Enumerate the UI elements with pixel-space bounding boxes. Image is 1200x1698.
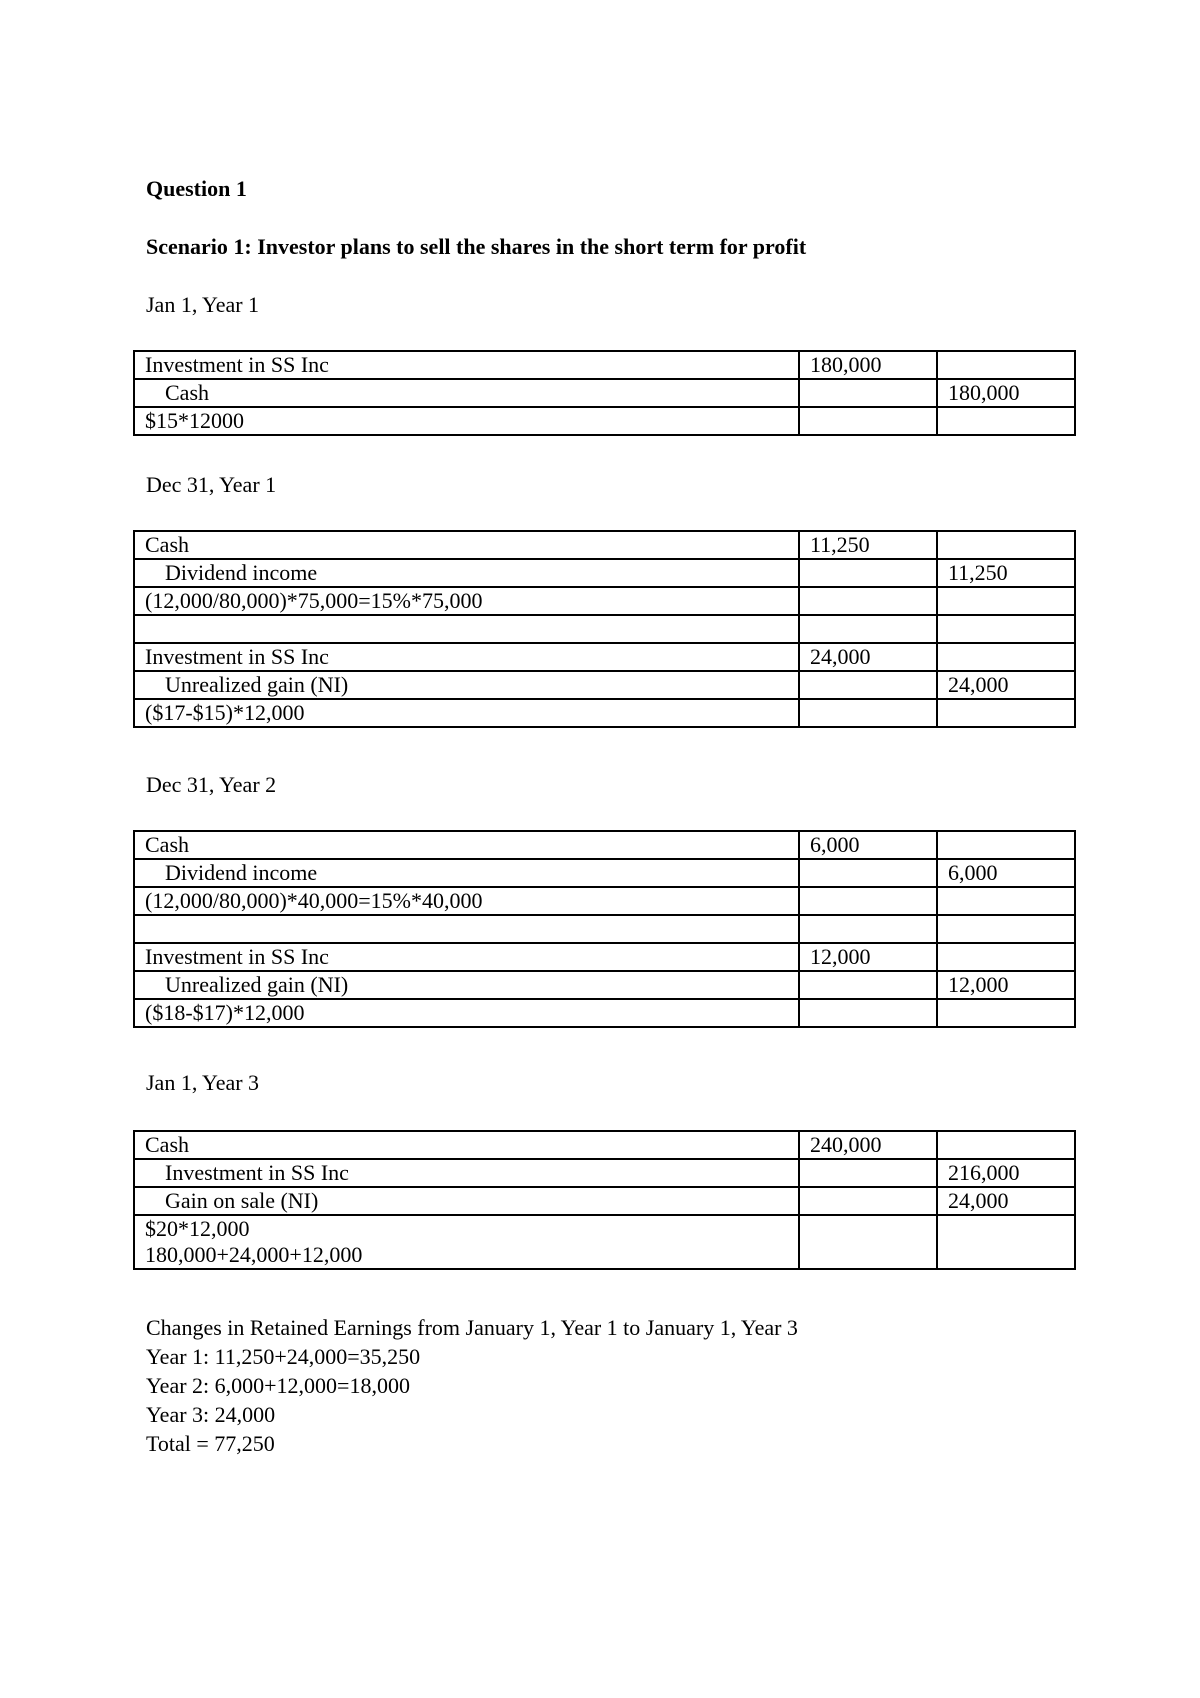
account-cell <box>134 615 799 643</box>
account-cell: Investment in SS Inc <box>134 643 799 671</box>
credit-cell <box>937 915 1075 943</box>
table-row <box>134 699 1075 727</box>
credit-cell <box>937 615 1075 643</box>
credit-cell <box>937 999 1075 1027</box>
summary-line: Year 2: 6,000+12,000=18,000 <box>146 1373 410 1398</box>
credit-cell <box>937 643 1075 671</box>
note-cell: ($18-$17)*12,000 <box>134 999 799 1027</box>
account-cell: Unrealized gain (NI) <box>134 671 799 699</box>
journal-entry-table <box>133 830 1076 1028</box>
entry-date: Dec 31, Year 1 <box>146 472 277 497</box>
debit-cell <box>799 999 937 1027</box>
entry-date: Dec 31, Year 2 <box>146 772 277 797</box>
account-cell: Unrealized gain (NI) <box>134 971 799 999</box>
account-cell: Gain on sale (NI) <box>134 1187 799 1215</box>
summary-line: Year 3: 24,000 <box>146 1402 276 1427</box>
summary-heading: Changes in Retained Earnings from January 1, Year 1 to January 1, Year 3 <box>146 1315 798 1340</box>
table-row <box>134 615 1075 643</box>
scenario-title: Scenario 1: Investor plans to sell the shares in the short term for profit <box>146 234 807 259</box>
debit-cell <box>799 559 937 587</box>
debit-cell <box>799 587 937 615</box>
table-row <box>134 971 1075 999</box>
account-cell: Investment in SS Inc <box>134 1159 799 1187</box>
credit-cell <box>937 943 1075 971</box>
table-row <box>134 999 1075 1027</box>
debit-cell <box>799 1215 937 1269</box>
account-cell: Cash <box>134 1131 799 1159</box>
table-row <box>134 587 1075 615</box>
credit-cell <box>937 1131 1075 1159</box>
credit-cell: 12,000 <box>937 971 1075 999</box>
debit-cell <box>799 379 937 407</box>
debit-cell <box>799 407 937 435</box>
account-cell: Dividend income <box>134 559 799 587</box>
debit-cell <box>799 615 937 643</box>
table-row <box>134 1215 1075 1269</box>
debit-cell: 240,000 <box>799 1131 937 1159</box>
table-row <box>134 379 1075 407</box>
account-cell <box>134 915 799 943</box>
table-row <box>134 1187 1075 1215</box>
table-row <box>134 831 1075 859</box>
debit-cell <box>799 915 937 943</box>
debit-cell <box>799 1159 937 1187</box>
note-cell <box>134 1215 799 1269</box>
journal-entry-table <box>133 1130 1076 1270</box>
debit-cell: 11,250 <box>799 531 937 559</box>
credit-cell <box>937 407 1075 435</box>
table-row <box>134 559 1075 587</box>
credit-cell <box>937 531 1075 559</box>
credit-cell <box>937 831 1075 859</box>
account-cell: Dividend income <box>134 859 799 887</box>
table-row <box>134 351 1075 379</box>
account-cell: Cash <box>134 379 799 407</box>
summary-line: Year 1: 11,250+24,000=35,250 <box>146 1344 421 1369</box>
journal-entry-table <box>133 350 1076 436</box>
credit-cell <box>937 887 1075 915</box>
table-row <box>134 943 1075 971</box>
debit-cell: 12,000 <box>799 943 937 971</box>
question-title: Question 1 <box>146 176 247 201</box>
note-line: 180,000+24,000+12,000 <box>145 1242 363 1267</box>
note-cell: (12,000/80,000)*75,000=15%*75,000 <box>134 587 799 615</box>
note-cell: $15*12000 <box>134 407 799 435</box>
table-row <box>134 915 1075 943</box>
table-row <box>134 671 1075 699</box>
debit-cell: 180,000 <box>799 351 937 379</box>
account-cell: Cash <box>134 831 799 859</box>
credit-cell: 180,000 <box>937 379 1075 407</box>
note-line: $20*12,000 <box>145 1216 250 1241</box>
credit-cell: 11,250 <box>937 559 1075 587</box>
table-row <box>134 1131 1075 1159</box>
credit-cell: 24,000 <box>937 671 1075 699</box>
credit-cell <box>937 587 1075 615</box>
table-row <box>134 887 1075 915</box>
debit-cell <box>799 671 937 699</box>
table-row <box>134 407 1075 435</box>
debit-cell: 6,000 <box>799 831 937 859</box>
journal-entry-table <box>133 530 1076 728</box>
table-row <box>134 643 1075 671</box>
debit-cell <box>799 971 937 999</box>
note-cell: (12,000/80,000)*40,000=15%*40,000 <box>134 887 799 915</box>
account-cell: Investment in SS Inc <box>134 943 799 971</box>
credit-cell <box>937 699 1075 727</box>
note-cell: ($17-$15)*12,000 <box>134 699 799 727</box>
credit-cell: 6,000 <box>937 859 1075 887</box>
account-cell: Investment in SS Inc <box>134 351 799 379</box>
summary-total: Total = 77,250 <box>146 1431 275 1456</box>
entry-date: Jan 1, Year 1 <box>146 292 260 317</box>
debit-cell <box>799 699 937 727</box>
debit-cell <box>799 859 937 887</box>
table-row <box>134 531 1075 559</box>
table-row <box>134 859 1075 887</box>
entry-date: Jan 1, Year 3 <box>146 1070 260 1095</box>
credit-cell <box>937 1215 1075 1269</box>
credit-cell <box>937 351 1075 379</box>
credit-cell: 24,000 <box>937 1187 1075 1215</box>
debit-cell <box>799 887 937 915</box>
debit-cell: 24,000 <box>799 643 937 671</box>
table-row <box>134 1159 1075 1187</box>
debit-cell <box>799 1187 937 1215</box>
credit-cell: 216,000 <box>937 1159 1075 1187</box>
account-cell: Cash <box>134 531 799 559</box>
retained-earnings-summary <box>146 1313 798 1458</box>
